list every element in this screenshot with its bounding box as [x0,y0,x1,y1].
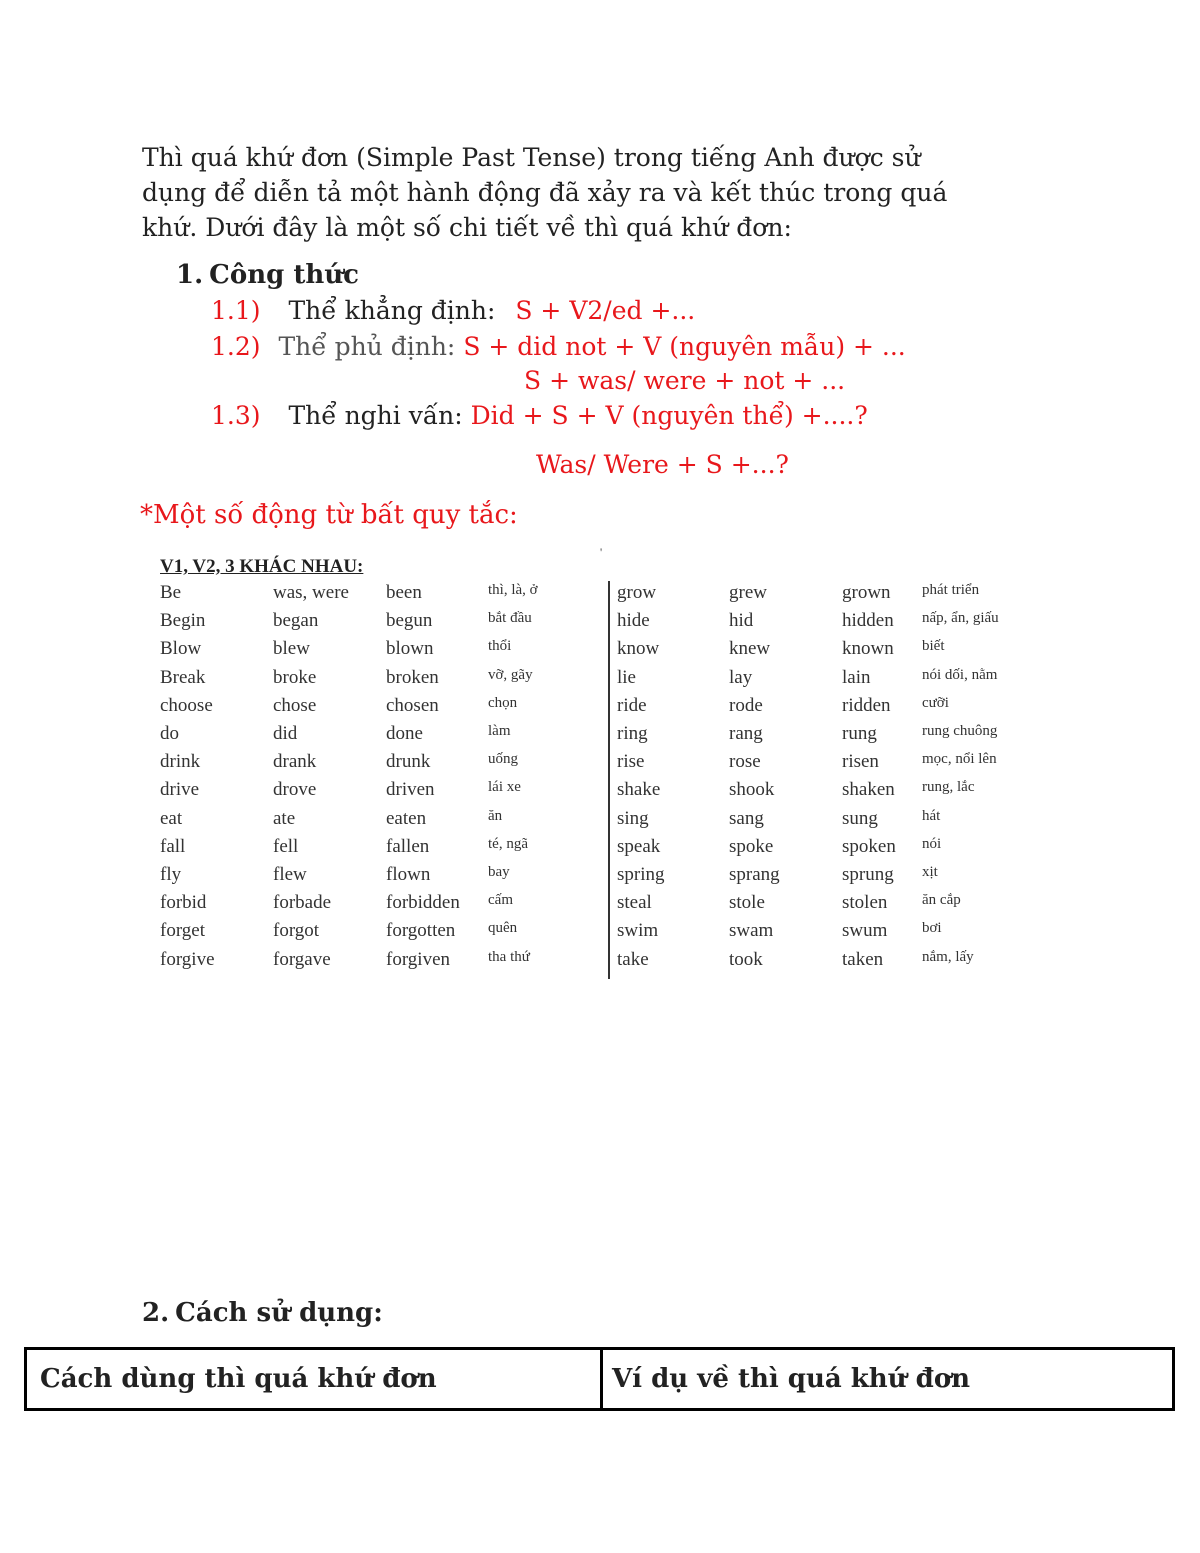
verb-left-v2: flew [273,864,307,885]
verb-left-meaning: té, ngã [488,835,528,852]
verb-right-v3: known [842,638,894,660]
verb-right-v3: sprung [842,864,894,885]
verb-right-meaning: xịt [922,864,938,880]
verb-row [0,949,1200,977]
verb-left-v2: forgave [273,948,331,970]
verb-right-v1: steal [617,892,652,914]
verb-right-meaning: nói dối, nằm [922,666,998,683]
verb-right-meaning: rung chuông [922,723,998,739]
section-1-heading [176,260,359,290]
verb-left-v3: done [386,723,423,744]
verb-left-v2: forbade [273,892,332,914]
intro-line-2: dụng để diễn tả một hành động đã xảy ra và kết thúc trong quá [142,178,948,207]
formula-affirmative-label: Thể khẳng định: [288,296,496,325]
verb-right-v3: lain [842,666,871,688]
verb-right-v3: shaken [842,779,895,801]
verb-left-meaning: thì, là, ở [488,582,538,598]
verb-left-v1: fly [160,864,182,885]
verb-right-v3: ridden [842,694,891,716]
verb-right-meaning: nắm, lấy [922,948,974,965]
verb-right-meaning: rung, lắc [922,779,975,796]
verb-right-v2: knew [729,638,771,660]
verb-left-v3: forbidden [386,892,460,914]
verb-left-v1: drink [160,751,201,773]
intro-line-1: Thì quá khứ đơn (Simple Past Tense) trong tiếng Anh được sử [142,143,921,172]
verb-row [0,695,1200,723]
verb-left-v1: forget [160,920,206,942]
usage-table-header-example: Ví dụ về thì quá khứ đơn [600,1350,1172,1408]
verb-left-meaning: tha thứ [488,948,530,965]
verb-left-v1: Blow [160,638,202,660]
verb-left-meaning: chọn [488,694,518,711]
verb-left-v3: eaten [386,807,427,829]
verb-left-v2: fell [273,835,299,857]
verb-left-v2: drank [273,751,317,773]
verb-right-v2: sang [729,807,764,829]
verb-right-v3: swum [842,920,888,942]
irregular-verbs-title: *Một số động từ bất quy tắc: [140,500,518,530]
verb-right-v2: shook [729,779,775,801]
verb-left-v2: did [273,723,298,744]
verb-left-v1: Be [160,582,182,603]
section-2-heading [142,1298,383,1328]
verb-left-v3: forgotten [386,920,456,942]
verb-left-v3: begun [386,610,433,632]
verb-right-v1: lie [617,666,636,688]
verb-left-v1: do [160,723,179,744]
verb-left-meaning: cấm [488,892,513,909]
verb-right-v1: swim [617,920,659,942]
verb-right-v2: grew [729,582,767,603]
verb-right-v3: sung [842,807,878,829]
verb-left-v3: broken [386,666,439,688]
verb-right-v1: hide [617,610,650,632]
formula-affirmative-number: 1.1) [211,296,261,325]
verb-row [0,808,1200,836]
verb-right-v1: sing [617,807,649,829]
verb-left-v1: fall [160,835,186,857]
verb-row [0,836,1200,864]
verb-left-v1: forbid [160,892,207,914]
verb-right-v2: rose [729,751,761,773]
verb-left-meaning: làm [488,723,511,739]
verb-left-meaning: bắt đầu [488,610,532,627]
verb-left-meaning: ăn [488,807,503,824]
verb-left-v2: blew [273,638,310,660]
usage-table [24,1347,1175,1411]
section-1-number: 1. [176,260,204,290]
verb-left-v3: flown [386,864,431,885]
verb-left-v3: blown [386,638,434,660]
verb-row [0,667,1200,695]
verb-left-meaning: lái xe [488,779,521,796]
verb-right-v1: shake [617,779,661,801]
verb-right-v1: rise [617,751,645,773]
section-1-title: Công thức [209,260,359,290]
verb-left-v3: drunk [386,751,431,773]
verb-row [0,892,1200,920]
formula-interrogative [211,401,868,430]
verb-row [0,582,1200,610]
verb-right-meaning: nói [922,835,942,852]
formula-interrogative-label: Thể nghi vấn: [288,401,463,430]
verb-right-v2: sprang [729,864,780,885]
verb-right-meaning: hát [922,807,941,824]
verb-right-v2: spoke [729,835,774,857]
verb-right-meaning: nấp, ẩn, giấu [922,610,999,627]
verb-right-meaning: cưỡi [922,694,949,711]
usage-table-header-usage: Cách dùng thì quá khứ đơn [40,1364,437,1394]
verb-right-v2: took [729,948,763,970]
verb-left-v3: fallen [386,835,430,857]
verb-left-v2: broke [273,666,317,688]
verb-right-v1: spring [617,864,665,885]
verb-left-v2: ate [273,807,296,829]
formula-negative-number: 1.2) [211,332,261,361]
verb-row [0,864,1200,892]
table-tick-mark: ' [600,545,603,559]
verb-left-v2: was, were [273,582,349,603]
verb-right-meaning: ăn cắp [922,892,961,909]
verb-right-v3: hidden [842,610,894,632]
verb-left-meaning: thổi [488,638,512,655]
formula-negative-formula-2: S + was/ were + not + ... [524,366,846,395]
verb-left-v3: been [386,582,422,603]
formula-negative-label: Thể phủ định: [278,332,456,361]
verb-right-v3: taken [842,948,884,970]
verb-row [0,751,1200,779]
verb-left-v2: chose [273,694,317,716]
verb-left-v3: driven [386,779,435,801]
intro-paragraph [142,140,1062,245]
verb-left-v2: forgot [273,920,320,942]
formula-interrogative-number: 1.3) [211,401,261,430]
verb-right-v3: spoken [842,835,896,857]
verb-right-meaning: phát triển [922,582,980,598]
verb-right-v1: take [617,948,649,970]
verb-right-v1: ride [617,694,647,716]
verb-left-v1: eat [160,807,183,829]
verb-left-meaning: quên [488,920,518,937]
verb-left-v1: drive [160,779,200,801]
section-2-number: 2. [142,1298,170,1328]
verb-row [0,638,1200,666]
verb-right-v2: rode [729,694,763,716]
section-2-title: Cách sử dụng: [175,1298,383,1328]
verb-row [0,610,1200,638]
verb-table-title: V1, V2, 3 KHÁC NHAU: [160,556,364,577]
verb-right-v2: stole [729,892,765,914]
verb-right-v3: stolen [842,892,888,914]
verb-right-v2: swam [729,920,774,942]
verb-left-v1: forgive [160,948,215,970]
verb-right-meaning: biết [922,638,945,655]
formula-negative-formula: S + did not + V (nguyên mẫu) + ... [463,332,906,361]
verb-right-v1: speak [617,835,661,857]
verb-right-v3: grown [842,582,891,603]
formula-affirmative-formula: S + V2/ed +... [515,296,696,325]
verb-right-v1: grow [617,582,657,603]
verb-left-v1: choose [160,694,213,716]
verb-right-v2: hid [729,610,754,632]
verb-right-meaning: mọc, nổi lên [922,751,997,768]
verb-left-meaning: bay [488,864,510,880]
verb-right-v2: lay [729,666,753,688]
verb-right-v1: ring [617,723,648,744]
formula-affirmative [211,296,695,325]
verb-left-meaning: uống [488,751,518,768]
verb-left-v3: forgiven [386,948,451,970]
verb-left-v3: chosen [386,694,439,716]
verb-row [0,920,1200,948]
verb-right-v3: rung [842,723,877,744]
verb-right-v3: risen [842,751,879,773]
verb-left-meaning: vỡ, gãy [488,666,533,683]
verb-left-v1: Break [160,666,206,688]
verb-right-v1: know [617,638,660,660]
verb-left-v1: Begin [160,610,206,632]
verb-left-v2: drove [273,779,317,801]
formula-interrogative-formula-2: Was/ Were + S +...? [536,450,789,479]
verb-left-v2: began [273,610,319,632]
verb-right-meaning: bơi [922,920,942,937]
formula-negative [211,332,906,361]
formula-interrogative-formula: Did + S + V (nguyên thể) +....? [470,401,868,430]
verb-right-v2: rang [729,723,763,744]
verb-row [0,723,1200,751]
intro-line-3: khứ. Dưới đây là một số chi tiết về thì quá khứ đơn: [142,213,792,242]
verb-row [0,779,1200,807]
